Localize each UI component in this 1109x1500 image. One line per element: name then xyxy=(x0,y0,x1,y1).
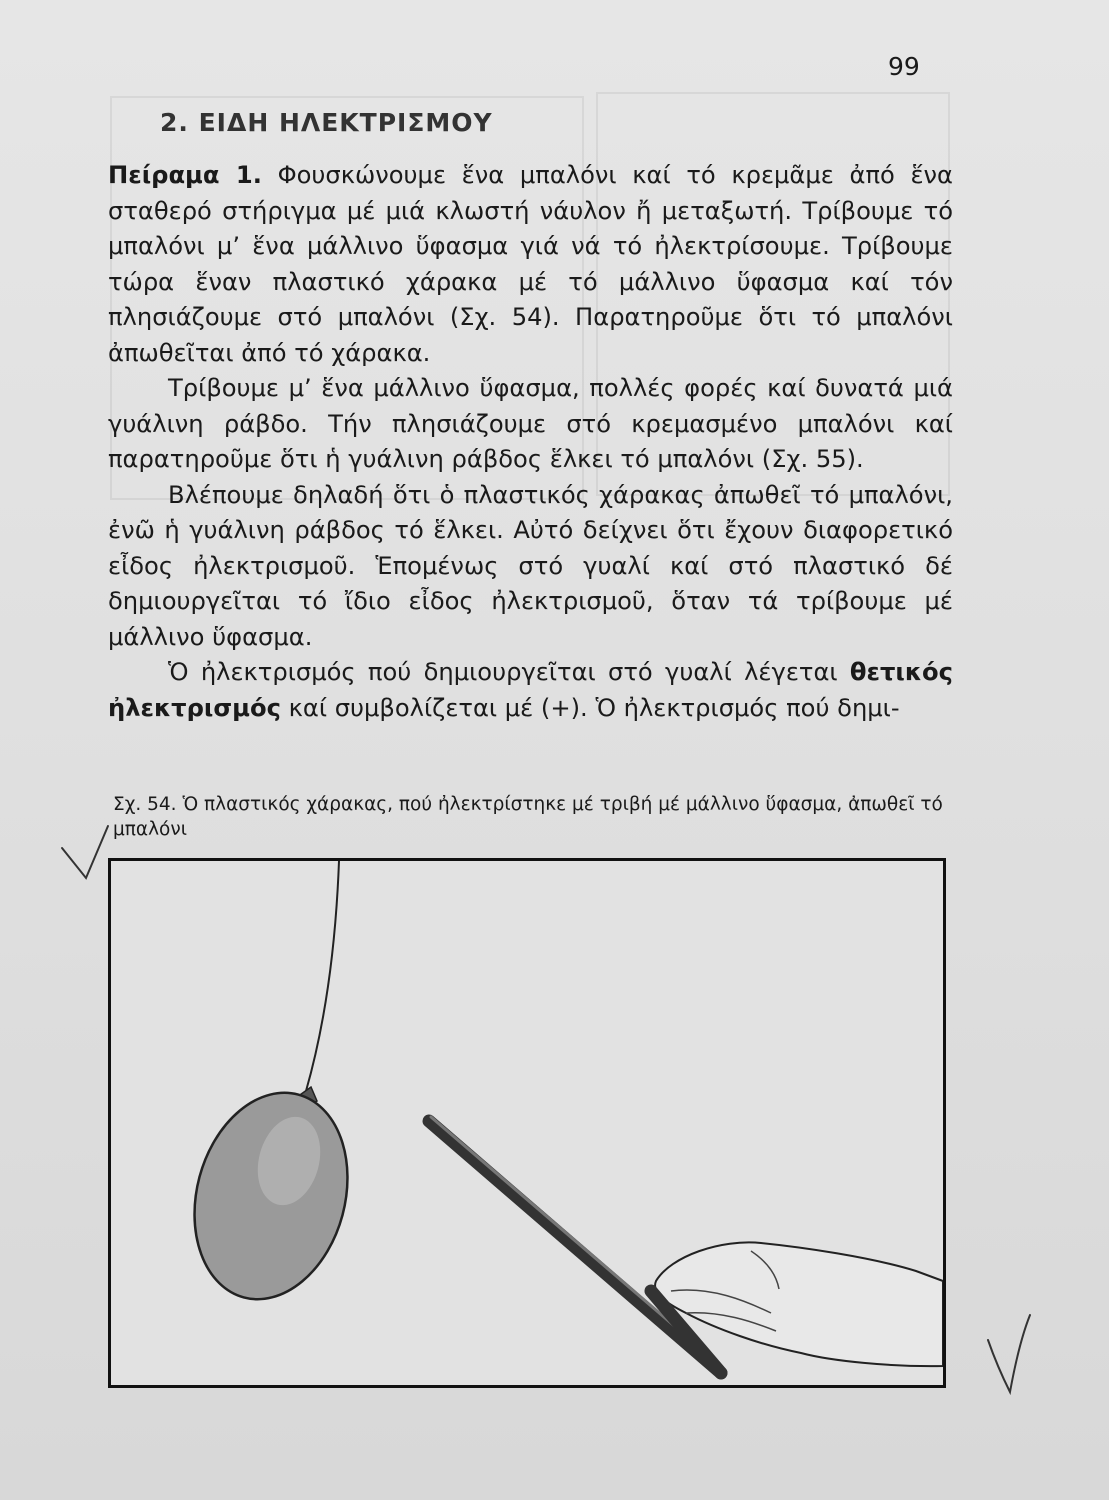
check-mark-right xyxy=(988,1315,1030,1392)
experiment-text: Φουσκώνουμε ἕνα μπαλόνι καί τό κρεμᾶμε ἀπό ἕνα σταθερό στήριγμα μέ μιά κλωστή νάυλον ἤ μεταξωτή. Τρίβουμε τό μπαλόνι μ’ ἕνα μάλλινο ὕφασμα γιά νά τό ἠλεκτρίσουμε. Τρίβουμε τώρα ἕναν πλαστικό χάρακα μέ τό μάλλινο ὕφασμα καί τόν πλησιάζουμε στό μπαλόνι (Σχ. 54). Παρατηροῦμε ὅτι τό μπαλόνι ἀπωθεῖται ἀπό τό χάρακα. xyxy=(108,161,954,367)
section-title: 2. ΕΙΔΗ ΗΛΕΚΤΡΙΣΜΟΥ xyxy=(160,108,493,137)
figure-caption: Σχ. 54. Ὁ πλαστικός χάρακας, πού ἠλεκτρίστηκε μέ τριβή μέ μάλλινο ὕφασμα, ἀπωθεῖ τό μπαλόνι xyxy=(113,794,943,840)
positive-charge-text-end: καί συμβολίζεται μέ (+). Ὁ ἠλεκτρισμός πού δημι- xyxy=(280,693,900,722)
paragraph-conclusion: Βλέπουμε δηλαδή ὅτι ὁ πλαστικός χάρακας ἀπωθεῖ τό μπαλόνι, ἐνῶ ἡ γυάλινη ράβδος τό ἕλκει. Αὐτό δείχνει ὅτι ἔχουν διαφορετικό εἶδος ἠλεκτρισμοῦ. Ἑπομένως στό γυαλί καί στό πλαστικό δέ δημιουργεῖται τό ἴδιο εἶδος ἠλεκτρισμοῦ, ὅταν τά τρίβουμε μέ μάλλινο ὕφασμα. xyxy=(108,480,953,651)
positive-charge-text-start: Ὁ ἠλεκτρισμός πού δημιουργεῖται στό γυαλί λέγεται xyxy=(168,658,850,686)
page-number: 99 xyxy=(888,52,920,81)
check-mark-left xyxy=(62,826,108,878)
experiment-label: Πείραμα 1. xyxy=(108,161,262,189)
paragraph-glass-rod: Τρίβουμε μ’ ἕνα μάλλινο ὕφασμα, πολλές φορές καί δυνατά μιά γυάλινη ράβδο. Τήν πλησιάζουμε στό κρεμασμένο μπαλόνι καί παρατηροῦμε ὅτι ἡ γυάλινη ράβδος ἕλκει τό μπαλόνι (Σχ. 55). xyxy=(108,374,953,473)
positive-charge-term: θετικός ἠλεκτρισμός xyxy=(108,658,953,722)
